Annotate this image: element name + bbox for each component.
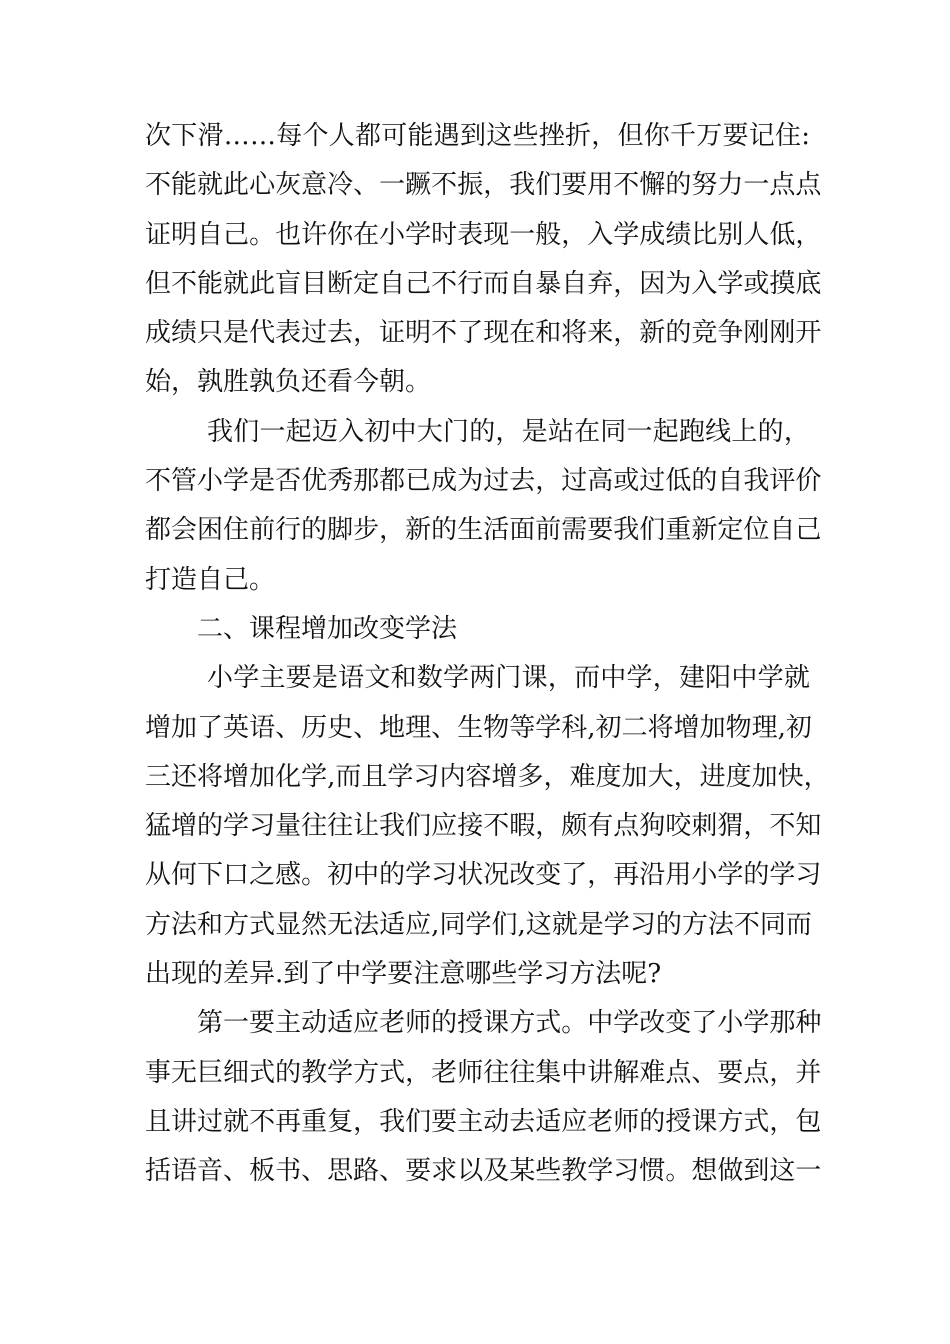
text-line: 二、课程增加改变学法 xyxy=(197,613,458,644)
text-line: 证 明 自 己 。 也 许 你 在 小 学 时 表 现 一 般 ， 入 学 成 绩 比 别 人 低 ， xyxy=(145,219,822,250)
text-line: 且 讲 过 就 不 再 重 复 ， 我 们 要 主 动 去 适 应 老 师 的 授 课 方 式 ， 包 xyxy=(145,1106,822,1137)
text-line: 出现的差异.到了中学要注意哪些学习方法呢? xyxy=(145,959,662,990)
text-line: 次 下 滑 … … 每 个 人 都 可 能 遇 到 这 些 挫 折 ， 但 你 千 万 要 记 住 : xyxy=(145,121,810,151)
text-line: 打造自己。 xyxy=(145,564,276,595)
text-line: 不 能 就 此 心 灰 意 冷 、 一 蹶 不 振 ， 我 们 要 用 不 懈 的 努 力 一 点 点 xyxy=(145,170,822,201)
text-line: 我 们 一 起 迈 入 初 中 大 门 的 ， 是 站 在 同 一 起 跑 线 上 的 ， xyxy=(207,416,810,447)
text-line: 猛 增 的 学 习 量 往 往 让 我 们 应 接 不 暇 ， 颇 有 点 狗 咬 刺 猬 ， 不 知 xyxy=(145,811,822,842)
text-line: 增 加 了 英 语 、 历 史 、 地 理 、 生 物 等 学 科 , 初 二 将 增 加 物 理 , 初 xyxy=(145,712,812,743)
text-line: 括 语 音 、 板 书 、 思 路 、 要 求 以 及 某 些 教 学 习 惯 。 想 做 到 这 一 xyxy=(145,1156,822,1187)
text-line: 事 无 巨 细 式 的 教 学 方 式 ， 老 师 往 往 集 中 讲 解 难 点 、 要 点 ， 并 xyxy=(145,1057,822,1088)
text-line: 始，孰胜孰负还看今朝。 xyxy=(145,367,432,398)
text-line: 三 还 将 增 加 化 学 , 而 且 学 习 内 容 增 多 ， 难 度 加 大 ， 进 度 加 快 ， xyxy=(145,761,830,792)
text-line: 不 管 小 学 是 否 优 秀 那 都 已 成 为 过 去 ， 过 高 或 过 低 的 自 我 评 价 xyxy=(145,466,822,497)
text-line: 成 绩 只 是 代 表 过 去 ， 证 明 不 了 现 在 和 将 来 ， 新 的 竞 争 刚 刚 开 xyxy=(145,318,822,349)
text-line: 方 法 和 方 式 显 然 无 法 适 应 , 同 学 们 , 这 就 是 学 习 的 方 法 不 同 而 xyxy=(145,909,812,940)
text-line: 第 一 要 主 动 适 应 老 师 的 授 课 方 式 。 中 学 改 变 了 小 学 那 种 xyxy=(197,1008,822,1039)
text-line: 小 学 主 要 是 语 文 和 数 学 两 门 课 ， 而 中 学 ， 建 阳 中 学 就 xyxy=(207,663,810,694)
text-line: 从 何 下 口 之 感 。 初 中 的 学 习 状 况 改 变 了 ， 再 沿 用 小 学 的 学 习 xyxy=(145,860,822,891)
text-line: 都 会 困 住 前 行 的 脚 步 ， 新 的 生 活 面 前 需 要 我 们 重 新 定 位 自 己 xyxy=(145,515,822,546)
text-line: 但 不 能 就 此 盲 目 断 定 自 己 不 行 而 自 暴 自 弃 ， 因 为 入 学 或 摸 底 xyxy=(145,268,822,299)
document-page xyxy=(145,112,830,1197)
